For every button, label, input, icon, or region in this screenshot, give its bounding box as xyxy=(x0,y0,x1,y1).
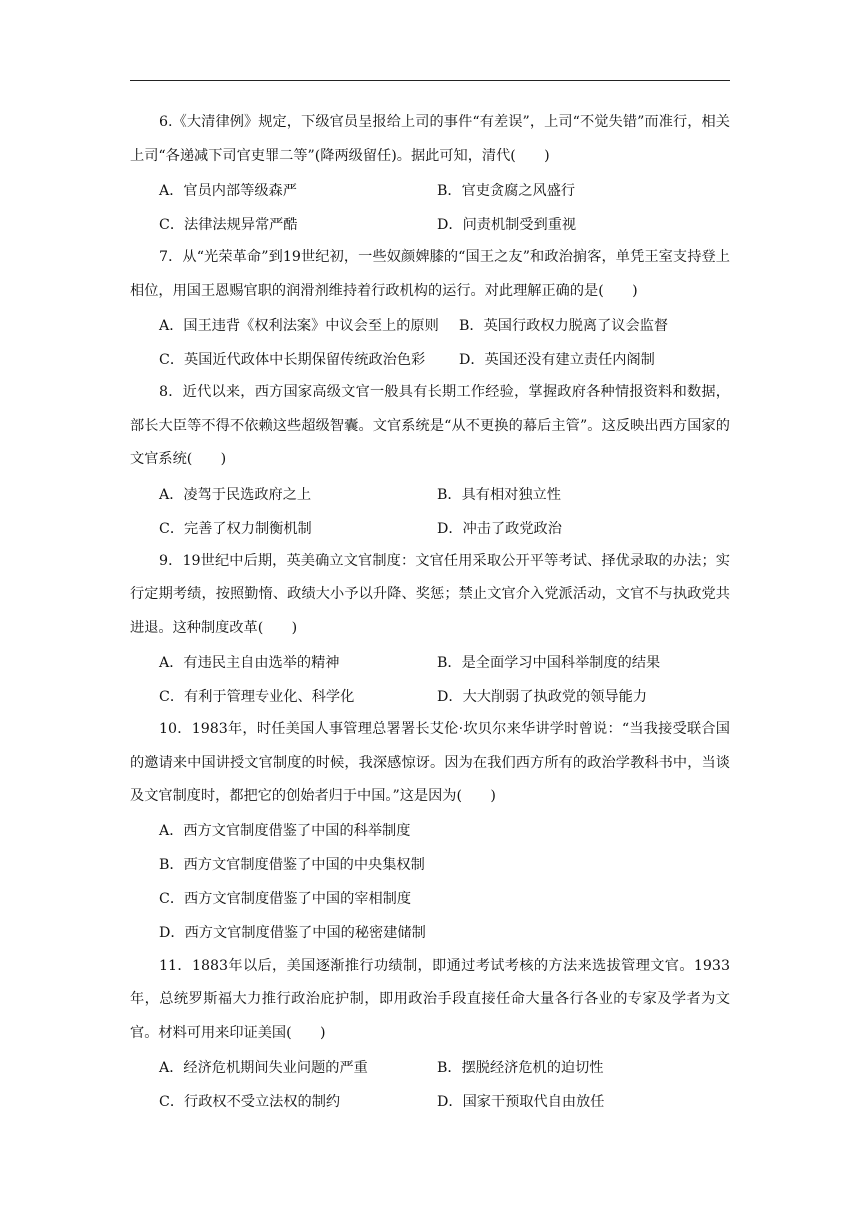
option-b: B．西方文官制度借鉴了中国的中央集权制 xyxy=(159,856,425,873)
options-row xyxy=(130,477,730,511)
question-7 xyxy=(130,241,730,376)
options-row xyxy=(130,207,730,241)
options-row xyxy=(130,679,730,713)
question-stem: 11．1883年以后，美国逐渐推行功绩制，即通过考试考核的方法来选拔管理文官。1933年，总统罗斯福大力推行政治庇护制，即用政治手段直接任命大量各行各业的专家及学者为文官。材料可用来印证美国( ) xyxy=(130,957,730,1041)
option-d: D．西方文官制度借鉴了中国的秘密建储制 xyxy=(159,924,426,941)
option-c: C．法律法规异常严酷 xyxy=(159,217,298,233)
option-b: B．具有相对独立性 xyxy=(437,486,561,503)
option-d: D．问责机制受到重视 xyxy=(437,217,577,233)
option-b: B．摆脱经济危机的迫切性 xyxy=(437,1060,604,1076)
option-a: A．经济危机期间失业问题的严重 xyxy=(159,1060,368,1076)
option-d: D．大大削弱了执政党的领导能力 xyxy=(437,689,648,705)
option-a: A．西方文官制度借鉴了中国的科举制度 xyxy=(159,822,411,839)
option-b: B．是全面学习中国科举制度的结果 xyxy=(437,655,661,671)
question-stem: 8．近代以来，西方国家高级文官一般具有长期工作经验，掌握政府各种情报资料和数据，部长大臣等不得不依赖这些超级智囊。文官系统是“从不更换的幕后主管”。这反映出西方国家的文官系统( ) xyxy=(130,384,730,467)
question-10 xyxy=(130,713,730,950)
question-stem: 9．19世纪中后期，英美确立文官制度：文官任用采取公开平等考试、择优录取的办法；实行定期考绩，按照勤惰、政绩大小予以升降、奖惩；禁止文官介入党派活动，文官不与执政党共进退。这种制度改革( ) xyxy=(130,552,730,636)
options-row xyxy=(130,173,730,207)
question-6 xyxy=(130,106,730,241)
question-11 xyxy=(130,950,730,1119)
options-row xyxy=(130,1050,730,1084)
option-b: B．官吏贪腐之风盛行 xyxy=(437,183,576,199)
option-d: D．英国还没有建立责任内阁制 xyxy=(459,352,655,368)
option-c: C．完善了权力制衡机制 xyxy=(159,520,312,537)
option-a: A．官员内部等级森严 xyxy=(159,183,297,199)
option-b: B．英国行政权力脱离了议会监督 xyxy=(459,318,669,334)
question-stem: 10．1983年，时任美国人事管理总署署长艾伦·坎贝尔来华讲学时曾说：“当我接受联合国的邀请来中国讲授文官制度的时候，我深感惊讶。因为在我们西方所有的政治学教科书中，当谈及文官制度时，都把它的创始者归于中国。”这是因为( ) xyxy=(130,721,730,804)
option-d: D．冲击了政党政治 xyxy=(437,520,562,537)
option-a: A．凌驾于民选政府之上 xyxy=(159,486,312,503)
question-8 xyxy=(130,376,730,545)
header-rule xyxy=(130,80,730,81)
option-c: C．英国近代政体中长期保留传统政治色彩 xyxy=(159,352,426,368)
question-page xyxy=(130,106,730,1118)
question-stem: 6.《大清律例》规定，下级官员呈报给上司的事件“有差误”，上司“不觉失错”而准行，相关上司“各递减下司官吏罪二等”(降两级留任)。据此可知，清代( ) xyxy=(130,114,730,164)
option-c: C．有利于管理专业化、科学化 xyxy=(159,689,355,705)
option-d: D．国家干预取代自由放任 xyxy=(437,1094,605,1110)
question-stem: 7．从“光荣革命”到19世纪初，一些奴颜婢膝的“国王之友”和政治掮客，单凭王室支持登上相位，用国王恩赐官职的润滑剂维持着行政机构的运行。对此理解正确的是( ) xyxy=(130,249,730,299)
options-row xyxy=(130,342,730,376)
option-a: A．国王违背《权利法案》中议会至上的原则 xyxy=(159,318,439,334)
options-row xyxy=(130,308,730,342)
question-9 xyxy=(130,545,730,714)
options-row xyxy=(130,511,730,545)
option-a: A．有违民主自由选举的精神 xyxy=(159,655,340,671)
option-c: C．西方文官制度借鉴了中国的宰相制度 xyxy=(159,890,412,907)
options-row xyxy=(130,645,730,679)
options-row xyxy=(130,1084,730,1118)
option-c: C．行政权不受立法权的制约 xyxy=(159,1094,341,1110)
